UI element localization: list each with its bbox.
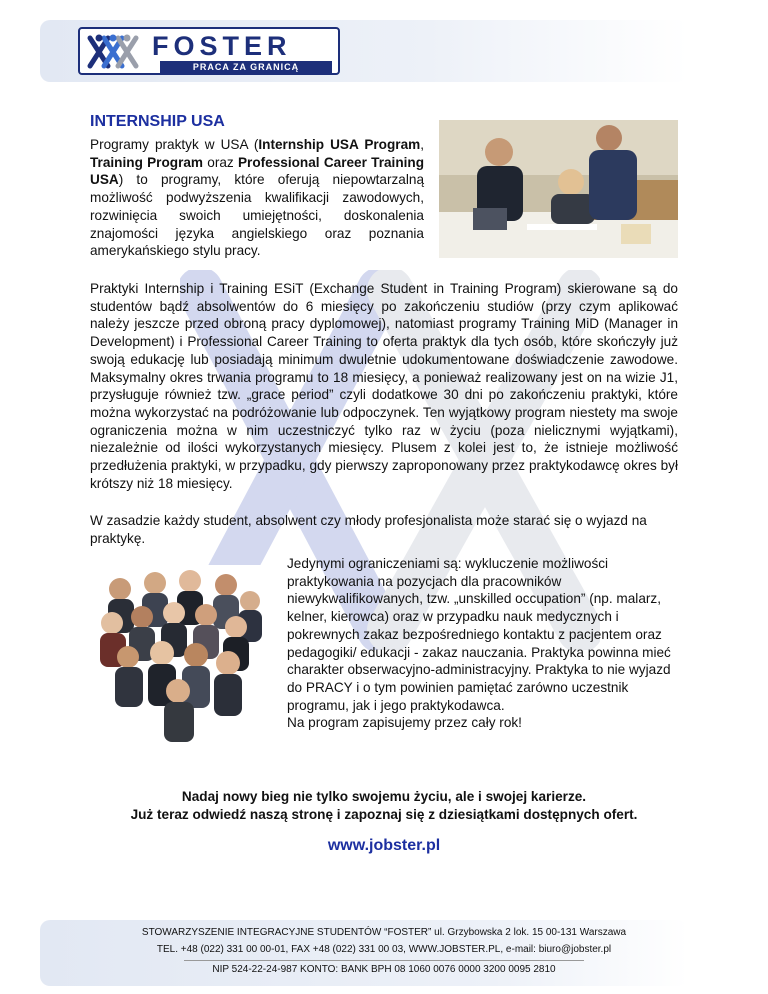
footer-address: STOWARZYSZENIE INTEGRACYJNE STUDENTÓW “FOSTER” ul. Grzybowska 2 lok. 15 00-131 Warszawa [141,927,627,938]
page-title: INTERNSHIP USA [90,113,225,130]
intro-text-4: ) to programy, które oferują niepowtarzalną możliwość podwyższenia kwalifikacji zawodowych, rozwinięcia swoich umiejętności, doskonalenia znajomości języka angielskiego oraz poznania amerykańskiego stylu pracy. [90,172,424,259]
group-people-photo [90,565,270,745]
website-link[interactable]: www.jobster.pl [327,837,441,854]
intro-text-2: , [420,137,425,152]
people-figures-icon [86,32,142,72]
restrictions-text: Jedynymi ograniczeniami są: wykluczenie możliwości praktykowania na pozycjach dla pracowników niewykwalifikowanych, tzw. „unskilled occupation” (np. malarz, kelner, kierowca) oraz w przypadku nauk medycznych i pokrewnych zakaz bezpośredniego kontaktu z pacjentem oraz pedagogiki/ edukacji - zakaz nauczania. Praktyka powinna mieć charakter obserwacyjno-administracyjny. Praktyka to nie wyjazd do PRACY i o tym powinien pamiętać zarówno uczestnik programu, jak i jego praktykodawca. [287,556,671,713]
intro-paragraph [90,136,424,260]
footer-bank-details: NIP 524-22-24-987 KONTO: BANK BPH 08 1060 0076 0000 3200 0095 2810 [212,964,556,975]
logo-wordmark: FOSTER [152,31,292,61]
logo-tagline: PRACA ZA GRANICĄ [160,61,332,73]
call-to-action [60,788,708,824]
enrollment-note: Na program zapisujemy przez cały rok! [287,715,522,731]
foster-logo [78,27,340,75]
intro-text-3: oraz [203,154,238,170]
office-meeting-photo [439,120,678,258]
restrictions-paragraph [287,555,679,732]
eligibility-note: W zasadzie każdy student, absolwent czy młody profesjonalista może starać się o wyjazd na praktykę. [90,513,647,546]
footer-contact: TEL. +48 (022) 331 00 00-01, FAX +48 (022) 331 00 03, WWW.JOBSTER.PL, e-mail: biuro@jobster.pl [156,944,612,955]
program-description: Praktyki Internship i Training ESiT (Exchange Student in Training Program) skierowane są do studentów bądź absolwentów do 6 miesięcy po zakończeniu studiów (przy czym aplikować należy jeszcze przed obroną pracy dyplomowej), natomiast programy Training MiD (Manager in Development) i Professional Career Training to oferta praktyk dla tych osób, które skończyły już swoją edukację lub posiadają minimum dwuletnie udokumentowane doświadczenie zawodowe. Maksymalny okres trwania programu to 18 miesięcy, a ponieważ realizowany jest on na wizie J1, przysługuje również tzw. „grace period” czyli dodatkowe 30 dni po zakończeniu praktyki, które można wykorzystać na podróżowanie lub odpoczynek. Ten wyjątkowy program niestety ma swoje ograniczenia można w nim uczestniczyć tylko raz w życiu (poza nielicznymi wyjątkami), niezależnie od ilości wykorzystanych miesięcy. Plusem z kolei jest to, że istnieje możliwość przedłużenia praktyki, w przypadku, gdy pierwszy zaproponowany przez praktykodawcę okres był krótszy niż 18 miesięcy. [90,281,678,491]
intro-bold-3: Professional Career Training USA [90,154,425,188]
intro-text-1: Programy praktyk w USA ( [90,137,259,152]
intro-bold-2: Training Program [90,154,204,170]
footer-divider [184,960,584,961]
cta-line-2: Już teraz odwiedź naszą stronę i zapoznaj się z dziesiątkami dostępnych ofert. [130,807,638,822]
intro-bold-1: Internship USA Program [258,137,421,152]
cta-line-1: Nadaj nowy bieg nie tylko swojemu życiu, ale i swojej karierze. [181,789,587,804]
